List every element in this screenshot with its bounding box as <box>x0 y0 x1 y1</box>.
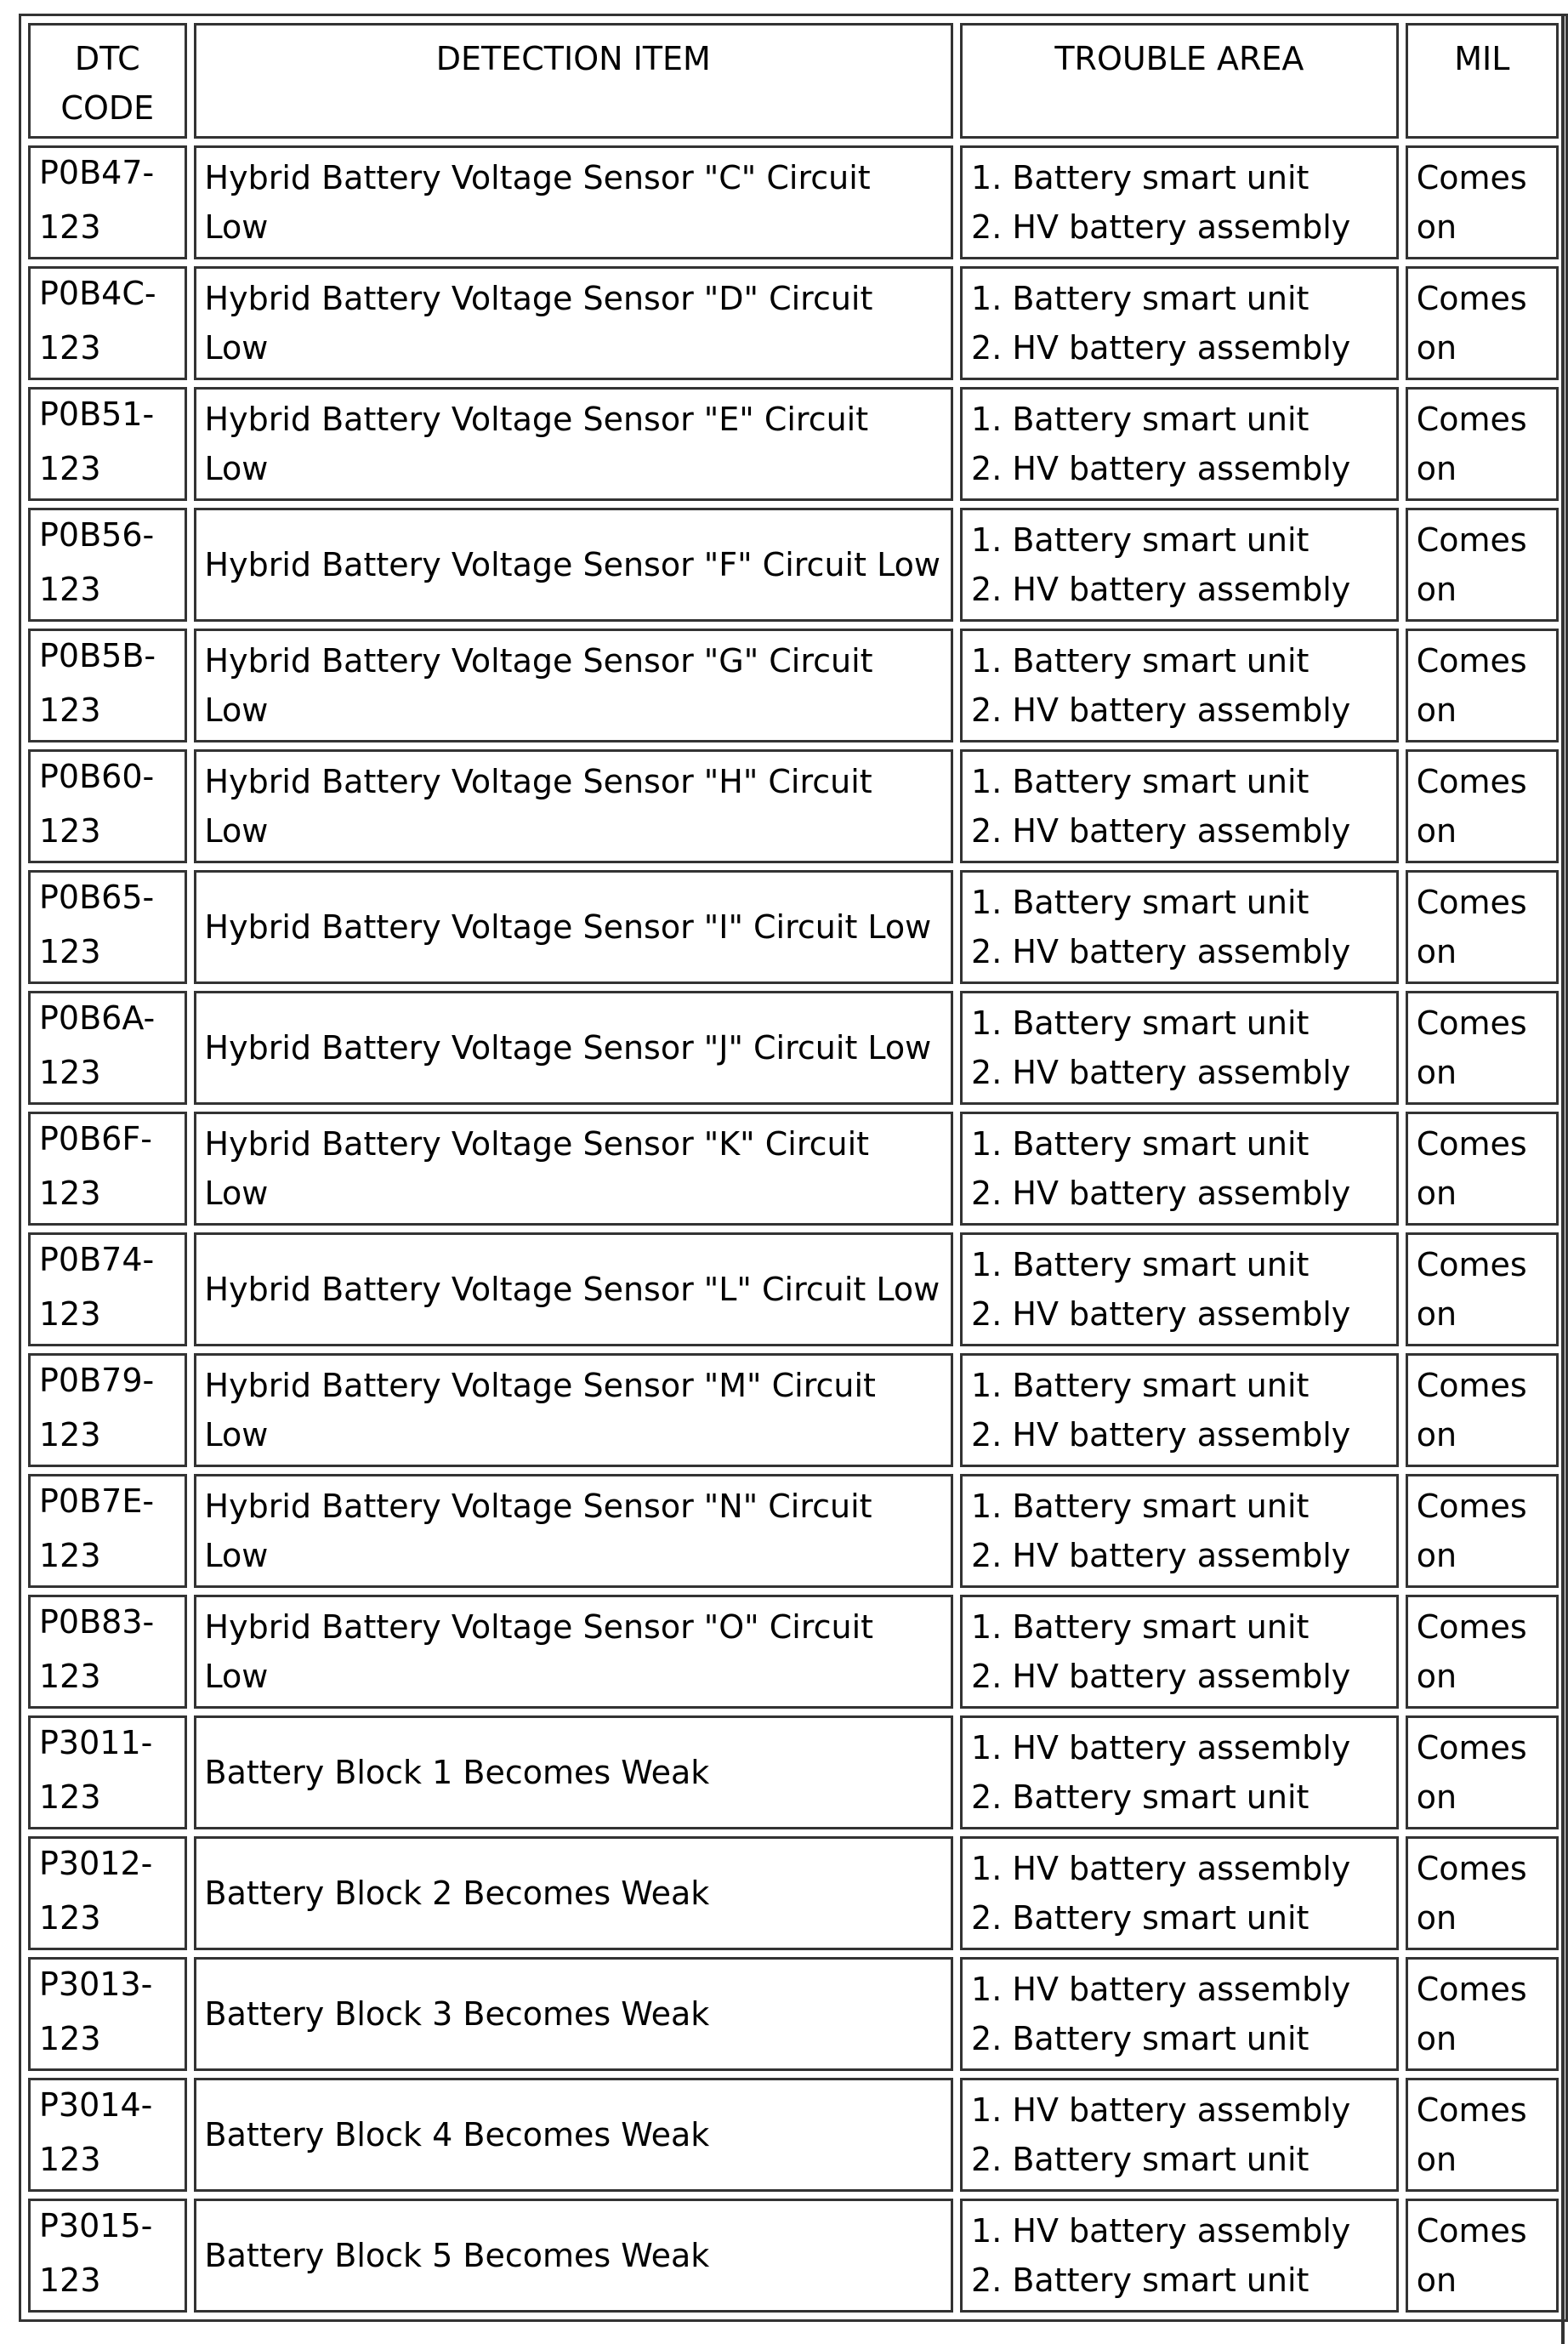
trouble-area-cell-line: 2. HV battery assembly <box>971 1054 1351 1091</box>
header-detection-item-label: DETECTION ITEM <box>435 40 711 77</box>
dtc-code-cell <box>28 1715 187 1829</box>
mil-cell-line: on <box>1416 1054 1457 1091</box>
mil-cell-line: on <box>1416 2141 1457 2178</box>
trouble-area-cell-line: 1. Battery smart unit <box>971 763 1310 800</box>
dtc-code-cell-line: P0B47- <box>39 154 155 191</box>
detection-item-cell-line: Hybrid Battery Voltage Sensor "C" Circuit <box>204 159 871 196</box>
table-row <box>28 1957 1559 2071</box>
trouble-area-cell-line: 1. HV battery assembly <box>971 1729 1351 1767</box>
mil-cell-line: on <box>1416 1778 1457 1816</box>
detection-item-cell-line: Hybrid Battery Voltage Sensor "J" Circuit Low <box>204 1029 932 1067</box>
detection-item-cell-line: Hybrid Battery Voltage Sensor "N" Circuit <box>204 1488 872 1525</box>
detection-item-cell-line: Hybrid Battery Voltage Sensor "K" Circuit <box>204 1125 870 1163</box>
table-row <box>28 870 1559 984</box>
trouble-area-cell <box>960 1957 1399 2071</box>
trouble-area-cell <box>960 266 1399 380</box>
trouble-area-cell <box>960 629 1399 742</box>
detection-item-cell <box>194 266 953 380</box>
detection-item-cell-line: Low <box>204 329 269 367</box>
dtc-code-cell-line: 123 <box>39 812 101 850</box>
mil-cell <box>1406 870 1559 984</box>
trouble-area-cell <box>960 2199 1399 2313</box>
dtc-code-cell <box>28 2199 187 2313</box>
dtc-code-cell-line: P0B56- <box>39 516 155 554</box>
trouble-area-cell-line: 1. Battery smart unit <box>971 1488 1310 1525</box>
dtc-code-cell <box>28 2078 187 2192</box>
detection-item-cell-line: Hybrid Battery Voltage Sensor "H" Circuit <box>204 763 872 800</box>
trouble-area-cell-line: 2. HV battery assembly <box>971 812 1351 850</box>
detection-item-cell <box>194 1353 953 1467</box>
header-dtc-code <box>28 23 187 139</box>
dtc-code-cell <box>28 1957 187 2071</box>
trouble-area-cell <box>960 1232 1399 1346</box>
detection-item-cell-line: Battery Block 5 Becomes Weak <box>204 2237 710 2274</box>
dtc-code-cell-line: 123 <box>39 571 101 608</box>
trouble-area-cell-line: 2. HV battery assembly <box>971 1658 1351 1695</box>
dtc-code-cell-line: 123 <box>39 1658 101 1695</box>
detection-item-cell-line: Battery Block 1 Becomes Weak <box>204 1754 710 1791</box>
trouble-area-cell-line: 1. Battery smart unit <box>971 642 1310 680</box>
mil-cell-line: Comes <box>1416 521 1527 559</box>
detection-item-cell <box>194 508 953 622</box>
mil-cell-line: on <box>1416 1295 1457 1333</box>
trouble-area-cell <box>960 870 1399 984</box>
mil-cell-line: Comes <box>1416 2212 1527 2250</box>
trouble-area-cell <box>960 991 1399 1105</box>
next-column-edge <box>1561 14 1565 2344</box>
trouble-area-cell <box>960 1595 1399 1709</box>
dtc-code-cell-line: P0B5B- <box>39 637 156 674</box>
mil-cell-line: Comes <box>1416 884 1527 921</box>
mil-cell <box>1406 2199 1559 2313</box>
detection-item-cell-line: Hybrid Battery Voltage Sensor "I" Circuit Low <box>204 908 932 946</box>
trouble-area-cell-line: 1. HV battery assembly <box>971 1971 1351 2008</box>
dtc-code-cell-line: P0B4C- <box>39 275 156 312</box>
table-row <box>28 1353 1559 1467</box>
detection-item-cell-line: Hybrid Battery Voltage Sensor "O" Circuit <box>204 1608 874 1646</box>
dtc-code-cell-line: P0B83- <box>39 1603 155 1641</box>
table-row <box>28 266 1559 380</box>
dtc-code-cell <box>28 1595 187 1709</box>
dtc-code-cell <box>28 145 187 259</box>
detection-item-cell-line: Hybrid Battery Voltage Sensor "M" Circuit <box>204 1367 876 1404</box>
dtc-code-cell-line: 123 <box>39 2020 101 2057</box>
dtc-code-cell-line: 123 <box>39 933 101 970</box>
mil-cell-line: Comes <box>1416 1729 1527 1767</box>
trouble-area-cell-line: 2. Battery smart unit <box>971 2141 1310 2178</box>
trouble-area-cell-line: 1. Battery smart unit <box>971 1004 1310 1042</box>
trouble-area-cell <box>960 749 1399 863</box>
mil-cell-line: Comes <box>1416 159 1527 196</box>
dtc-code-cell <box>28 387 187 501</box>
mil-cell <box>1406 266 1559 380</box>
mil-cell <box>1406 1474 1559 1588</box>
dtc-code-cell-line: P0B60- <box>39 758 155 795</box>
detection-item-cell <box>194 1474 953 1588</box>
table-row <box>28 749 1559 863</box>
mil-cell-line: on <box>1416 933 1457 970</box>
dtc-code-cell-line: 123 <box>39 1416 101 1454</box>
header-mil <box>1406 23 1559 139</box>
mil-cell-line: Comes <box>1416 1367 1527 1404</box>
dtc-code-cell-line: 123 <box>39 450 101 487</box>
dtc-code-cell-line: P0B51- <box>39 395 155 433</box>
mil-cell-line: Comes <box>1416 401 1527 438</box>
mil-cell-line: Comes <box>1416 1971 1527 2008</box>
trouble-area-cell-line: 1. Battery smart unit <box>971 159 1310 196</box>
mil-cell-line: on <box>1416 450 1457 487</box>
trouble-area-cell <box>960 145 1399 259</box>
detection-item-cell-line: Battery Block 4 Becomes Weak <box>204 2116 710 2153</box>
detection-item-cell-line: Low <box>204 691 269 729</box>
dtc-code-cell-line: 123 <box>39 1537 101 1574</box>
detection-item-cell-line: Low <box>204 812 269 850</box>
dtc-code-cell-line: P3012- <box>39 1845 153 1882</box>
trouble-area-cell-line: 2. Battery smart unit <box>971 2020 1310 2057</box>
dtc-code-cell-line: P0B7E- <box>39 1482 155 1520</box>
table-row <box>28 2199 1559 2313</box>
detection-item-cell-line: Battery Block 2 Becomes Weak <box>204 1875 710 1912</box>
header-dtc-code-line: DTC <box>74 40 140 77</box>
dtc-code-cell-line: P0B74- <box>39 1241 155 1278</box>
dtc-code-cell <box>28 1353 187 1467</box>
mil-cell <box>1406 1957 1559 2071</box>
detection-item-cell <box>194 1232 953 1346</box>
dtc-code-cell <box>28 991 187 1105</box>
table-row <box>28 1595 1559 1709</box>
detection-item-cell <box>194 870 953 984</box>
table-row <box>28 629 1559 742</box>
mil-cell-line: on <box>1416 1175 1457 1212</box>
trouble-area-cell-line: 1. Battery smart unit <box>971 1608 1310 1646</box>
mil-cell <box>1406 629 1559 742</box>
header-trouble-area <box>960 23 1399 139</box>
detection-item-cell <box>194 2078 953 2192</box>
mil-cell <box>1406 387 1559 501</box>
mil-cell-line: on <box>1416 571 1457 608</box>
trouble-area-cell <box>960 2078 1399 2192</box>
dtc-table <box>19 14 1568 2322</box>
mil-cell <box>1406 508 1559 622</box>
detection-item-cell-line: Hybrid Battery Voltage Sensor "D" Circuit <box>204 280 873 317</box>
mil-cell-line: Comes <box>1416 280 1527 317</box>
header-detection-item <box>194 23 953 139</box>
detection-item-cell-line: Low <box>204 208 269 246</box>
detection-item-cell-line: Hybrid Battery Voltage Sensor "F" Circuit Low <box>204 546 940 583</box>
detection-item-cell <box>194 1595 953 1709</box>
dtc-code-cell-line: 123 <box>39 1054 101 1091</box>
detection-item-cell-line: Hybrid Battery Voltage Sensor "L" Circuit Low <box>204 1271 940 1308</box>
trouble-area-cell <box>960 508 1399 622</box>
mil-cell <box>1406 1232 1559 1346</box>
dtc-code-cell-line: 123 <box>39 329 101 367</box>
trouble-area-cell-line: 1. Battery smart unit <box>971 1367 1310 1404</box>
detection-item-cell-line: Low <box>204 1658 269 1695</box>
mil-cell-line: Comes <box>1416 1488 1527 1525</box>
mil-cell-line: Comes <box>1416 763 1527 800</box>
trouble-area-cell-line: 2. HV battery assembly <box>971 450 1351 487</box>
trouble-area-cell-line: 1. Battery smart unit <box>971 280 1310 317</box>
detection-item-cell <box>194 2199 953 2313</box>
mil-cell-line: Comes <box>1416 1850 1527 1887</box>
trouble-area-cell-line: 2. Battery smart unit <box>971 1778 1310 1816</box>
detection-item-cell-line: Low <box>204 1416 269 1454</box>
dtc-code-cell <box>28 749 187 863</box>
mil-cell-line: on <box>1416 1416 1457 1454</box>
mil-cell-line: on <box>1416 812 1457 850</box>
dtc-code-cell-line: P0B6A- <box>39 999 156 1037</box>
detection-item-cell <box>194 1836 953 1950</box>
mil-cell <box>1406 1715 1559 1829</box>
dtc-code-cell-line: P0B79- <box>39 1362 155 1399</box>
trouble-area-cell <box>960 1353 1399 1467</box>
mil-cell-line: on <box>1416 2020 1457 2057</box>
header-mil-label: MIL <box>1454 40 1510 77</box>
trouble-area-cell-line: 2. Battery smart unit <box>971 1899 1310 1937</box>
table-row <box>28 1232 1559 1346</box>
trouble-area-cell-line: 2. Battery smart unit <box>971 2262 1310 2299</box>
mil-cell <box>1406 145 1559 259</box>
trouble-area-cell-line: 1. HV battery assembly <box>971 2091 1351 2129</box>
detection-item-cell-line: Hybrid Battery Voltage Sensor "E" Circuit <box>204 401 869 438</box>
table-row <box>28 1112 1559 1226</box>
mil-cell-line: on <box>1416 691 1457 729</box>
trouble-area-cell-line: 1. Battery smart unit <box>971 1246 1310 1283</box>
mil-cell <box>1406 2078 1559 2192</box>
trouble-area-cell-line: 2. HV battery assembly <box>971 1295 1351 1333</box>
table-body <box>28 145 1559 2313</box>
detection-item-cell <box>194 1112 953 1226</box>
trouble-area-cell <box>960 1715 1399 1829</box>
trouble-area-cell-line: 1. HV battery assembly <box>971 2212 1351 2250</box>
mil-cell <box>1406 1353 1559 1467</box>
header-trouble-area-label: TROUBLE AREA <box>1054 40 1304 77</box>
dtc-code-cell-line: 123 <box>39 691 101 729</box>
mil-cell-line: Comes <box>1416 642 1527 680</box>
dtc-code-cell <box>28 1232 187 1346</box>
detection-item-cell <box>194 387 953 501</box>
dtc-code-cell <box>28 1836 187 1950</box>
table-row <box>28 387 1559 501</box>
table-row <box>28 1715 1559 1829</box>
dtc-code-cell-line: P3014- <box>39 2086 153 2124</box>
mil-cell-line: on <box>1416 2262 1457 2299</box>
mil-cell-line: Comes <box>1416 1004 1527 1042</box>
dtc-code-cell-line: 123 <box>39 208 101 246</box>
trouble-area-cell-line: 1. Battery smart unit <box>971 521 1310 559</box>
dtc-code-cell-line: P0B6F- <box>39 1120 152 1158</box>
mil-cell <box>1406 1836 1559 1950</box>
trouble-area-cell-line: 1. Battery smart unit <box>971 1125 1310 1163</box>
dtc-code-cell-line: P0B65- <box>39 879 155 916</box>
mil-cell-line: Comes <box>1416 2091 1527 2129</box>
table-row <box>28 1836 1559 1950</box>
table-row <box>28 1474 1559 1588</box>
dtc-code-cell-line: 123 <box>39 1899 101 1937</box>
trouble-area-cell-line: 2. HV battery assembly <box>971 691 1351 729</box>
dtc-code-cell <box>28 629 187 742</box>
detection-item-cell <box>194 1957 953 2071</box>
dtc-code-cell-line: 123 <box>39 2141 101 2178</box>
trouble-area-cell <box>960 1474 1399 1588</box>
trouble-area-cell-line: 2. HV battery assembly <box>971 933 1351 970</box>
mil-cell <box>1406 1112 1559 1226</box>
detection-item-cell <box>194 629 953 742</box>
header-dtc-code-line: CODE <box>60 89 155 127</box>
mil-cell-line: on <box>1416 1537 1457 1574</box>
detection-item-cell <box>194 1715 953 1829</box>
mil-cell-line: Comes <box>1416 1246 1527 1283</box>
mil-cell-line: on <box>1416 208 1457 246</box>
trouble-area-cell-line: 1. Battery smart unit <box>971 884 1310 921</box>
mil-cell <box>1406 749 1559 863</box>
dtc-code-cell <box>28 266 187 380</box>
trouble-area-cell-line: 2. HV battery assembly <box>971 571 1351 608</box>
dtc-code-cell-line: 123 <box>39 2262 101 2299</box>
header-row <box>28 23 1559 139</box>
mil-cell-line: Comes <box>1416 1125 1527 1163</box>
table-row <box>28 508 1559 622</box>
trouble-area-cell-line: 2. HV battery assembly <box>971 1537 1351 1574</box>
trouble-area-cell-line: 2. HV battery assembly <box>971 1416 1351 1454</box>
mil-cell-line: on <box>1416 329 1457 367</box>
dtc-code-cell-line: 123 <box>39 1295 101 1333</box>
table-row <box>28 2078 1559 2192</box>
detection-item-cell-line: Hybrid Battery Voltage Sensor "G" Circuit <box>204 642 873 680</box>
trouble-area-cell-line: 1. HV battery assembly <box>971 1850 1351 1887</box>
detection-item-cell-line: Low <box>204 1175 269 1212</box>
trouble-area-cell-line: 2. HV battery assembly <box>971 208 1351 246</box>
table-row <box>28 991 1559 1105</box>
dtc-code-cell <box>28 1112 187 1226</box>
dtc-code-cell-line: P3011- <box>39 1724 153 1761</box>
detection-item-cell <box>194 991 953 1105</box>
mil-cell-line: on <box>1416 1658 1457 1695</box>
detection-item-cell <box>194 749 953 863</box>
trouble-area-cell-line: 2. HV battery assembly <box>971 329 1351 367</box>
trouble-area-cell <box>960 1836 1399 1950</box>
detection-item-cell-line: Low <box>204 450 269 487</box>
dtc-code-cell <box>28 508 187 622</box>
mil-cell-line: Comes <box>1416 1608 1527 1646</box>
trouble-area-cell-line: 1. Battery smart unit <box>971 401 1310 438</box>
mil-cell <box>1406 991 1559 1105</box>
detection-item-cell-line: Low <box>204 1537 269 1574</box>
trouble-area-cell-line: 2. HV battery assembly <box>971 1175 1351 1212</box>
dtc-code-cell <box>28 870 187 984</box>
table-row <box>28 145 1559 259</box>
trouble-area-cell <box>960 1112 1399 1226</box>
detection-item-cell-line: Battery Block 3 Becomes Weak <box>204 1995 710 2033</box>
dtc-code-cell-line: 123 <box>39 1175 101 1212</box>
dtc-code-cell-line: P3015- <box>39 2207 153 2244</box>
dtc-code-cell <box>28 1474 187 1588</box>
trouble-area-cell <box>960 387 1399 501</box>
mil-cell <box>1406 1595 1559 1709</box>
dtc-code-cell-line: 123 <box>39 1778 101 1816</box>
mil-cell-line: on <box>1416 1899 1457 1937</box>
detection-item-cell <box>194 145 953 259</box>
dtc-code-cell-line: P3013- <box>39 1966 153 2003</box>
